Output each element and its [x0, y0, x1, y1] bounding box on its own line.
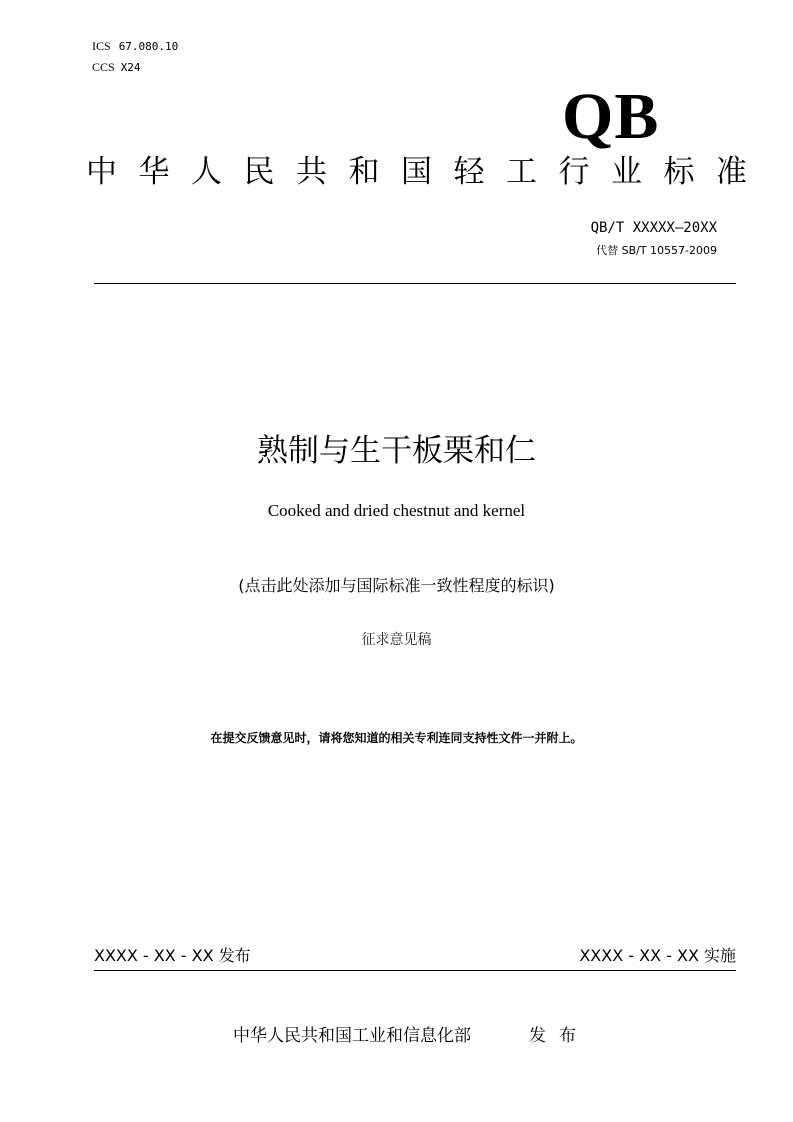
issue-word: 发布	[529, 1026, 589, 1046]
document-title-en: Cooked and dried chestnut and kernel	[267, 501, 526, 520]
ics-line	[92, 38, 178, 55]
ccs-line	[92, 59, 141, 76]
ccs-label: CCS	[92, 60, 115, 74]
issuing-authority: 中华人民共和国工业和信息化部	[233, 1026, 471, 1046]
standard-type-title: 中华人民共和国轻工行业标准	[86, 154, 769, 190]
header-divider	[94, 283, 736, 284]
implementation-date: XXXX - XX - XX 实施	[579, 946, 736, 965]
qb-logo: QB	[562, 80, 660, 153]
draft-status: 征求意见稿	[361, 632, 432, 648]
document-title-cn: 熟制与生干板栗和仁	[257, 433, 536, 469]
ccs-value: X24	[120, 61, 141, 74]
footer-divider	[94, 970, 736, 971]
ics-label: ICS	[92, 39, 111, 53]
ics-value: 67.080.10	[118, 40, 179, 53]
consistency-note[interactable]: (点击此处添加与国际标准一致性程度的标识)	[238, 576, 555, 595]
replaces-standard: 代替 SB/T 10557-2009	[596, 244, 717, 257]
standard-number: QB/T XXXXX—20XX	[590, 220, 717, 236]
issue-date: XXXX - XX - XX 发布	[94, 946, 251, 965]
patent-notice: 在提交反馈意见时，请将您知道的相关专利连同支持性文件一并附上。	[210, 731, 583, 745]
